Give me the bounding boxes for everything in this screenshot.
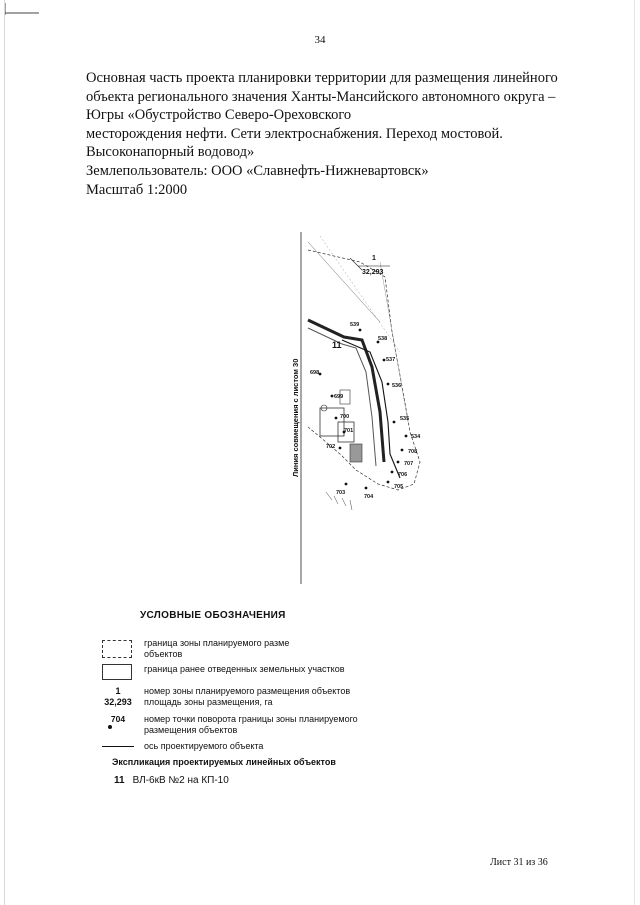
- turning-point: [387, 383, 390, 386]
- legend-text: граница зоны планируемого разме: [144, 638, 290, 648]
- point-label: 700: [340, 414, 350, 420]
- turning-point: [331, 395, 334, 398]
- turning-point: [393, 421, 396, 424]
- scan-edge-right: [634, 0, 635, 905]
- structure: [350, 444, 362, 462]
- map-line: [308, 242, 380, 322]
- legend-text: номер зоны планируемого размещения объектов: [144, 686, 351, 696]
- point-label: 537: [386, 357, 396, 363]
- turning-point: [397, 461, 400, 464]
- map-line: [350, 258, 362, 270]
- point-label: 702: [326, 444, 336, 450]
- legend-title: УСЛОВНЫЕ ОБОЗНАЧЕНИЯ: [140, 610, 286, 621]
- point-label: 536: [392, 383, 402, 389]
- turning-point: [387, 481, 390, 484]
- turning-point: [339, 447, 342, 450]
- turning-point: [383, 359, 386, 362]
- document-header: [86, 69, 566, 199]
- turning-point: [365, 487, 368, 490]
- object-number-label: 11: [332, 340, 342, 350]
- header-line: Высоконапорный водовод»: [86, 144, 255, 161]
- point-label: 534: [411, 434, 421, 440]
- legend-text: ось проектируемого объекта: [144, 741, 264, 751]
- point-label: 705: [394, 484, 404, 490]
- header-line: Масштаб 1:2000: [86, 181, 188, 198]
- point-label: 699: [334, 394, 344, 400]
- header-line: Землепользователь: ООО «Славнефть-Нижневартовск»: [86, 162, 429, 179]
- turning-point: [359, 329, 362, 332]
- page-number: 34: [314, 34, 326, 46]
- turning-point: [345, 483, 348, 486]
- scan-edge-left: [4, 0, 5, 905]
- planning-map: [280, 222, 450, 594]
- point-label: 698: [310, 370, 320, 376]
- legend-text: размещения объектов: [144, 725, 238, 735]
- point-label: 539: [350, 322, 360, 328]
- turning-point: [401, 449, 404, 452]
- point-label: 703: [336, 490, 346, 496]
- header-line: Основная часть проекта планировки территории для размещения линейного: [86, 70, 558, 86]
- point-label: 701: [344, 428, 354, 434]
- legend-text: номер точки поворота границы зоны планируемого: [144, 714, 358, 724]
- point-label: 538: [378, 336, 388, 342]
- point-label: 706: [398, 472, 408, 478]
- legend-symbol-text: 704: [110, 714, 126, 724]
- point-label: 708: [408, 449, 418, 455]
- point-dot-icon: [108, 725, 112, 729]
- object-name: ВЛ-6кВ №2 на КП-10: [132, 775, 229, 786]
- point-label: 535: [400, 416, 410, 422]
- corner-scan-mark: [3, 3, 41, 15]
- legend-symbol-text: 1: [115, 686, 121, 696]
- zone-number-symbol: [100, 686, 136, 708]
- match-line-label: Линия совмещения с листом 30: [291, 358, 300, 477]
- turning-point-symbol: [100, 714, 136, 729]
- legend-text: площадь зоны размещения, га: [144, 697, 273, 707]
- map-line: [320, 236, 400, 352]
- zone-area-label: 32,293: [362, 269, 384, 276]
- point-label: 704: [364, 494, 374, 500]
- legend-text: объектов: [144, 649, 183, 659]
- zone-number-label: 1: [372, 255, 376, 262]
- sheet-number: Лист 31 из 36: [490, 857, 548, 868]
- header-line: Югры «Обустройство Северо-Ореховского: [86, 107, 352, 124]
- header-line: месторождения нефти. Сети электроснабжения. Переход мостовой.: [86, 125, 503, 142]
- explication-row: [114, 775, 229, 786]
- explication-title: Экспликация проектируемых линейных объектов: [112, 757, 336, 767]
- turning-point: [391, 471, 394, 474]
- point-label: 707: [404, 461, 414, 467]
- object-number: 11: [114, 775, 125, 786]
- turning-point: [405, 435, 408, 438]
- header-line: объекта регионального значения Ханты-Мансийского автономного округа –: [86, 88, 556, 105]
- legend-text: граница ранее отведенных земельных участков: [144, 664, 345, 674]
- zone-boundary: [308, 250, 420, 490]
- turning-point: [335, 417, 338, 420]
- legend-symbol-text: 32,293: [104, 697, 132, 707]
